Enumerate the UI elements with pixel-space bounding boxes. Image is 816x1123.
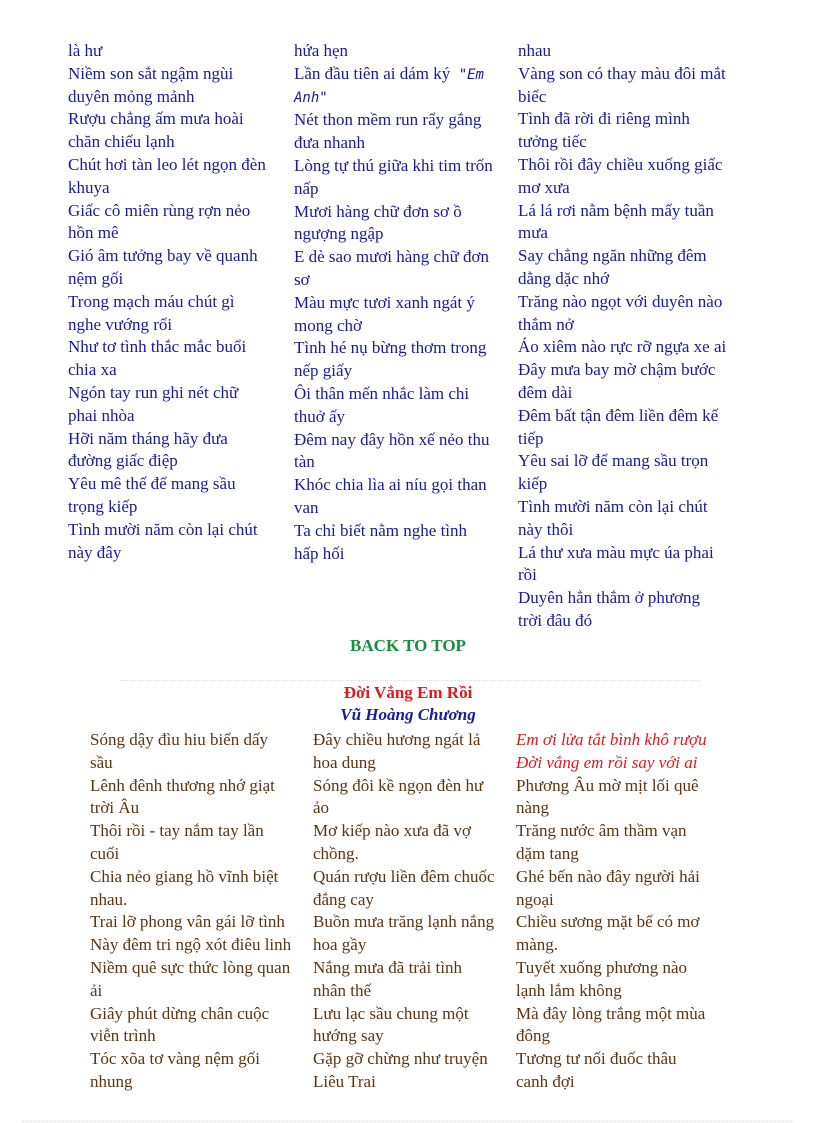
verse-line: E dè sao mươi hàng chữ đơn bbox=[294, 247, 490, 267]
verse-line: nhân thế bbox=[313, 980, 372, 1000]
verse-line: Chiều sương mặt bể có mơ bbox=[516, 912, 700, 932]
verse-line: Duyên hẳn thắm ở phương bbox=[518, 588, 701, 608]
poem1-column-2 bbox=[294, 40, 516, 565]
verse-line: biếc bbox=[518, 86, 547, 106]
verse-line: Tình mười năm còn lại chút bbox=[68, 519, 258, 539]
verse-line: Đây chiều hương ngát lả bbox=[313, 730, 481, 749]
verse-line: Này đêm tri ngộ xót điêu linh bbox=[90, 935, 292, 955]
verse-line: Thôi rồi đây chiều xuống giấc bbox=[518, 154, 723, 174]
verse-line: van bbox=[294, 497, 319, 517]
verse-line: dằng dặc nhớ bbox=[518, 268, 610, 288]
verse-line: nàng bbox=[516, 798, 550, 818]
verse-line: Trong mạch máu chút gì bbox=[68, 291, 235, 311]
verse-line: sầu bbox=[90, 752, 113, 772]
verse-line: Tình hé nụ bừng thơm trong bbox=[294, 338, 487, 358]
verse-line: Phương Âu mờ mịt lối quê bbox=[516, 775, 699, 795]
verse-line: trời đâu đó bbox=[518, 610, 593, 630]
verse-line: Trai lỡ phong vân gái lỡ tình bbox=[90, 912, 285, 932]
verse-line: Chút hơi tàn leo lét ngọn đèn bbox=[68, 154, 266, 174]
verse-line: chia xa bbox=[68, 360, 117, 380]
verse-line: nhau bbox=[518, 41, 552, 60]
poem2-column-3 bbox=[516, 729, 746, 1094]
verse-line: Mơ kiếp nào xưa đã vợ bbox=[313, 821, 471, 841]
verse-line: trời Âu bbox=[90, 798, 140, 818]
verse-line: ngoại bbox=[516, 889, 554, 909]
verse-line: Đêm bất tận đêm liền đêm kế bbox=[518, 405, 719, 425]
verse-line: Lá lá rơi nằm bệnh mấy tuần bbox=[518, 200, 714, 220]
verse-line: dặm tang bbox=[516, 843, 579, 863]
verse-line: Đời vắng em rồi say với ai bbox=[516, 752, 698, 772]
verse-line: thuở ấy bbox=[294, 406, 346, 426]
verse-line: Niềm son sắt ngậm ngùi bbox=[68, 63, 234, 83]
verse-line: nghe vướng rối bbox=[68, 314, 173, 334]
verse-line: rồi bbox=[518, 565, 537, 585]
verse-line: nấp bbox=[294, 178, 319, 198]
verse-line: Hỡi năm tháng hãy đưa bbox=[68, 428, 228, 448]
verse-line: canh đợi bbox=[516, 1071, 575, 1091]
verse-line: Lần đầu tiên ai dám ký "Em bbox=[294, 63, 484, 83]
verse-line: khuya bbox=[68, 177, 110, 197]
verse-line: Liêu Trai bbox=[313, 1071, 376, 1091]
verse-line: Yêu mê thế để mang sầu bbox=[68, 474, 236, 494]
verse-line: hồn mê bbox=[68, 223, 119, 243]
verse-line: tàn bbox=[294, 452, 315, 472]
italic-quote: "Em bbox=[450, 66, 484, 83]
verse-line: Sóng dậy đìu hiu biển dấy bbox=[90, 730, 269, 749]
verse-line: đưa nhanh bbox=[294, 133, 366, 153]
verse-line: Tình mười năm còn lại chút bbox=[518, 496, 708, 516]
verse-line: Ghé bến nào đây người hải bbox=[516, 866, 700, 886]
verse-line: Ta chỉ biết nằm nghe tình bbox=[294, 520, 468, 540]
verse-line: Tóc xõa tơ vàng nệm gối bbox=[90, 1049, 260, 1069]
verse-line: tưởng tiếc bbox=[518, 132, 587, 152]
verse-line: Gặp gỡ chừng như truyện bbox=[313, 1049, 488, 1069]
verse-line: Lá thư xưa màu mực úa phai bbox=[518, 542, 714, 562]
verse-line: Chia nẻo giang hồ vĩnh biệt bbox=[90, 866, 279, 886]
verse-line: ngượng ngập bbox=[294, 224, 384, 244]
verse-line: hấp hối bbox=[294, 543, 345, 563]
poem2-column-1 bbox=[90, 729, 312, 1094]
verse-line: kiếp bbox=[518, 474, 548, 494]
verse-line: đắng cay bbox=[313, 889, 374, 909]
verse-line: Trăng nước âm thầm vạn bbox=[516, 821, 687, 841]
verse-line: Đây mưa bay mờ chậm bước bbox=[518, 360, 716, 380]
verse-line: trọng kiếp bbox=[68, 496, 138, 516]
poem1-column-1 bbox=[68, 40, 290, 564]
verse-line: Anh" bbox=[294, 89, 328, 106]
verse-line: Quán rượu liền đêm chuốc bbox=[313, 866, 495, 886]
verse-line: ải bbox=[90, 980, 103, 1000]
verse-line: đường giấc điệp bbox=[68, 451, 178, 471]
verse-line: mưa bbox=[518, 223, 548, 243]
verse-line: Giây phút dừng chân cuộc bbox=[90, 1003, 270, 1023]
section-divider bbox=[120, 680, 700, 681]
verse-line: mơ xưa bbox=[518, 177, 570, 197]
verse-line: Tương tư nối đuốc thâu bbox=[516, 1049, 677, 1069]
verse-line: hoa gầy bbox=[313, 935, 367, 955]
verse-line: Lòng tự thú giữa khi tim trốn bbox=[294, 155, 493, 175]
verse-line: Ôi thân mến nhắc làm chi bbox=[294, 383, 470, 403]
verse-line: cuối bbox=[90, 843, 120, 863]
verse-line: ảo bbox=[313, 798, 330, 818]
verse-line: Đêm nay đây hồn xế nẻo thu bbox=[294, 429, 490, 449]
verse-line: nhung bbox=[90, 1071, 133, 1091]
verse-line: Nét thon mềm run rẩy gắng bbox=[294, 110, 482, 130]
verse-line: này thôi bbox=[518, 519, 574, 539]
verse-line: đông bbox=[516, 1026, 550, 1046]
verse-line: Trăng nào ngọt với duyên nào bbox=[518, 291, 723, 311]
verse-line: là hư bbox=[68, 41, 103, 60]
verse-line: này đây bbox=[68, 542, 122, 562]
verse-line: Say chẳng ngăn những đêm bbox=[518, 246, 707, 266]
poem-author: Vũ Hoàng Chương bbox=[340, 705, 476, 724]
verse-line: hứa hẹn bbox=[294, 41, 349, 60]
verse-line: nhau. bbox=[90, 889, 128, 909]
verse-line: chăn chiếu lạnh bbox=[68, 132, 175, 152]
verse-line: chồng. bbox=[313, 843, 359, 863]
verse-line: phai nhòa bbox=[68, 405, 135, 425]
verse-line: viễn trình bbox=[90, 1026, 156, 1046]
verse-line: duyên mỏng mảnh bbox=[68, 86, 195, 106]
verse-line: màng. bbox=[516, 935, 559, 955]
verse-line: mong chờ bbox=[294, 315, 363, 335]
verse-line: Nắng mưa đã trải tình bbox=[313, 957, 462, 977]
poem-title: Đời Vắng Em Rồi bbox=[343, 683, 473, 702]
bottom-divider bbox=[22, 1121, 794, 1122]
verse-line: Giấc cô miên rùng rợn nẻo bbox=[68, 200, 251, 220]
verse-line: nếp giấy bbox=[294, 361, 353, 381]
verse-line: Buồn mưa trăng lạnh nắng bbox=[313, 912, 495, 932]
verse-line: Ngón tay run ghi nét chữ bbox=[68, 382, 239, 402]
verse-line: Khóc chia lìa ai níu gọi than bbox=[294, 475, 487, 495]
verse-line: Như tơ tình thắc mắc buổi bbox=[68, 337, 247, 357]
verse-line: Mà đây lòng trắng một mùa bbox=[516, 1003, 706, 1023]
verse-line: Lưu lạc sầu chung một bbox=[313, 1003, 469, 1023]
verse-line: Niềm quê sực thức lòng quan bbox=[90, 957, 291, 977]
verse-line: Yêu sai lỡ để mang sầu trọn bbox=[518, 451, 709, 471]
verse-line: đêm dài bbox=[518, 382, 573, 402]
verse-line: hoa dung bbox=[313, 752, 376, 772]
verse-line: sơ bbox=[294, 269, 310, 289]
verse-line: Em ơi lửa tắt bình khô rượu bbox=[516, 730, 707, 749]
verse-line: tiếp bbox=[518, 428, 544, 448]
verse-line: Sóng đôi kề ngọn đèn hư bbox=[313, 775, 484, 795]
verse-line: Tình đã rời đi riêng mình bbox=[518, 109, 690, 129]
back-to-top-link[interactable]: BACK TO TOP bbox=[350, 636, 466, 655]
poem1-column-3 bbox=[518, 40, 758, 633]
verse-line: hướng say bbox=[313, 1026, 384, 1046]
verse-line: Tuyết xuống phương nào bbox=[516, 957, 688, 977]
verse-line: Màu mực tươi xanh ngát ý bbox=[294, 292, 475, 312]
verse-line: thắm nở bbox=[518, 314, 574, 334]
verse-line: lạnh lắm không bbox=[516, 980, 622, 1000]
verse-line: Lênh đênh thương nhớ giạt bbox=[90, 775, 275, 795]
verse-line: Mươi hàng chữ đơn sơ ồ bbox=[294, 201, 462, 221]
verse-line: Gió âm tưởng bay về quanh bbox=[68, 246, 258, 266]
verse-line: Rượu chẳng ấm mưa hoài bbox=[68, 109, 244, 129]
verse-line: Áo xiêm nào rực rỡ ngựa xe ai bbox=[518, 337, 727, 357]
verse-line: nệm gối bbox=[68, 268, 124, 288]
poem2-column-2 bbox=[313, 729, 513, 1094]
verse-line: Thôi rồi - tay nắm tay lần bbox=[90, 821, 264, 841]
verse-line: Vàng son có thay màu đôi mắt bbox=[518, 63, 726, 83]
